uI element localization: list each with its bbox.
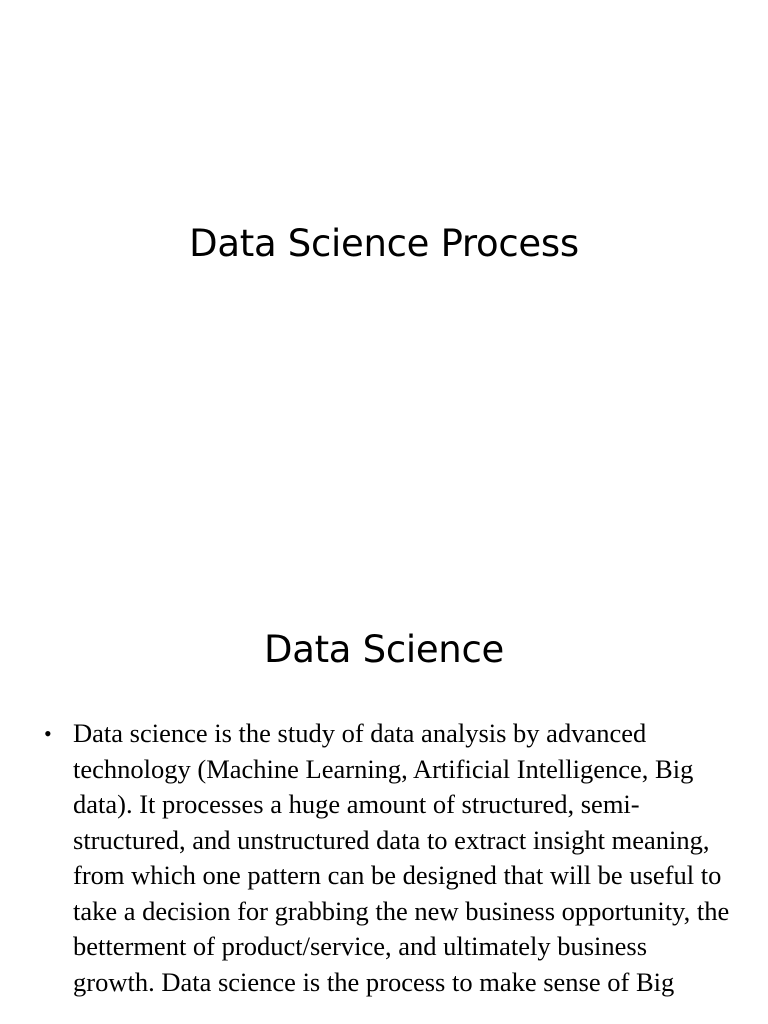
- slide-content-page: [0, 576, 768, 1024]
- slide-heading: Data Science: [264, 628, 504, 671]
- bullet-text: Data science is the study of data analysis by advanced technology (Machine Learning, Artificial Intelligence, Big data). It processes a huge amount of structured, semi-structured, and unstructured data to extract insight meaning, from which one pattern can be designed that will be useful to take a decision for grabbing the new business opportunity, the betterment of product/service, and ultimately business growth. Data science is the process to make sense of Big: [73, 718, 730, 997]
- slide-title: Data Science Process: [189, 222, 579, 265]
- bullet-marker: •: [44, 721, 52, 746]
- bullet-list: [40, 716, 730, 1000]
- bullet-item: [40, 716, 730, 1000]
